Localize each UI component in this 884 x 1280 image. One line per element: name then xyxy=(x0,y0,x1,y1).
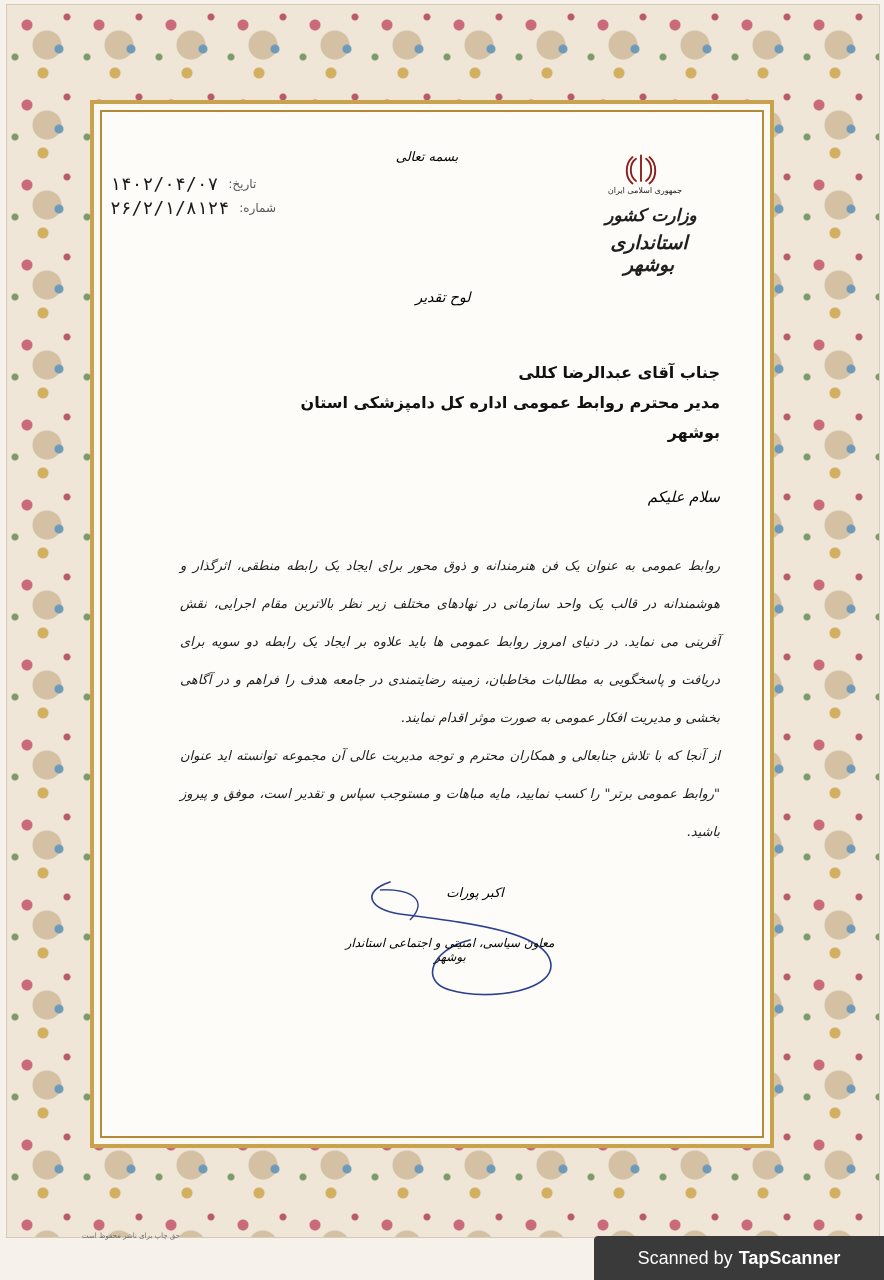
body-paragraph-1: روابط عمومی به عنوان یک فن هنرمندانه و ذوق محور برای ایجاد یک رابطه منطقی، اثرگذار و هوشمندانه در قالب یک واحد سازمانی در نهادهای مختلف زیر نظر بالاترین مقام اجرایی، نقش آفرینی می نماید. در دنیای امروز روابط عمومی ها باید علاوه بر ایجاد یک رابطه دو سویه برای دریافت و پاسخگویی به مطالبات مخاطبان، زمینه رضایتمندی در جامعه هدف را فراهم و در آگاهی بخشی و مدیریت افکار عمومی به صورت موثر اقدام نمایند. xyxy=(180,559,720,726)
addressee-block xyxy=(300,358,720,448)
number-value: ۲۶/۲/۱/۸۱۲۴ xyxy=(110,197,230,219)
signatory-title: معاون سیاسی، امنیتی و اجتماعی استاندار بوشهر xyxy=(345,936,555,964)
watermark-prefix: Scanned by xyxy=(637,1247,733,1268)
date-value: ۱۴۰۲/۰۴/۰۷ xyxy=(110,173,219,195)
document-title: لوح تقدیر xyxy=(415,290,471,306)
greeting: سلام علیکم xyxy=(647,488,720,506)
basmala: بسمه تعالی xyxy=(395,150,459,165)
date-number-block xyxy=(110,172,330,220)
addressee-name: جناب آقای عبدالرضا کللی xyxy=(518,363,720,382)
signatory-name: اکبر پورات xyxy=(446,886,504,901)
date-row xyxy=(110,172,330,196)
ministry-name: وزارت کشور xyxy=(605,206,697,226)
number-row xyxy=(110,196,330,220)
copyright-note: حق چاپ برای ناشر محفوظ است xyxy=(82,1232,180,1240)
body-paragraph-2: از آنجا که با تلاش جنابعالی و همکاران محترم و توجه مدیریت عالی آن مجموعه توانسته اید عنوان "روابط عمومی برتر" را کسب نمایید، مایه مباهات و مستوجب سپاس و تقدیر است، موفق و پیروز باشید. xyxy=(180,749,720,840)
country-name: جمهوری اسلامی ایران xyxy=(607,186,683,195)
iran-emblem-icon xyxy=(624,152,658,186)
date-label: تاریخ: xyxy=(228,177,257,191)
addressee-position: مدیر محترم روابط عمومی اداره کل دامپزشکی استان بوشهر xyxy=(300,393,720,442)
letter-body xyxy=(180,548,720,852)
scanner-watermark xyxy=(594,1236,884,1280)
watermark-brand: TapScanner xyxy=(738,1247,841,1268)
number-label: شماره: xyxy=(239,201,276,215)
province-office-name: استانداری بوشهر xyxy=(610,232,688,276)
